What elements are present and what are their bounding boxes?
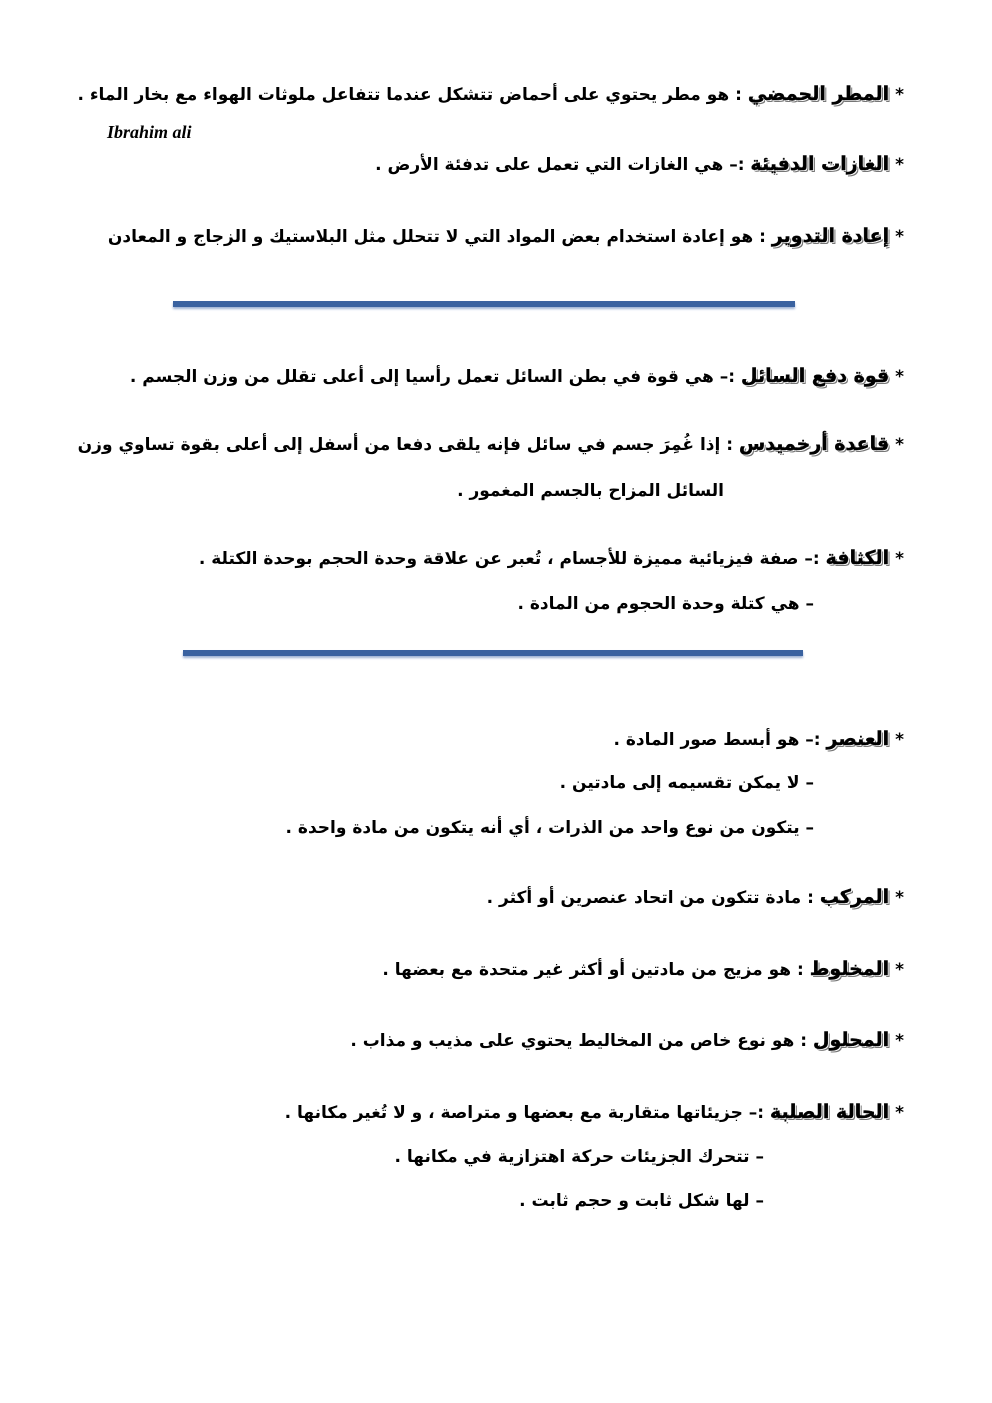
bullet: *: [895, 960, 904, 980]
separator: :–: [804, 549, 820, 569]
sub-point-text: – لها شكل ثابت و حجم ثابت .: [519, 1191, 764, 1211]
bullet: *: [895, 730, 904, 750]
definition-element: [613, 727, 904, 752]
separator: :–: [719, 367, 736, 387]
definition-archimedes: [78, 432, 904, 457]
term-compound: المركب: [819, 886, 890, 908]
definition-text: هو إعادة استخدام بعض المواد التي لا تتحلل مثل البلاستيك و الزجاج و المعادن: [107, 227, 754, 247]
definition-archimedes-continued: [457, 479, 724, 503]
sub-point-text: – هي كتلة وحدة الحجوم من المادة .: [517, 594, 814, 614]
definition-text: جزيئاتها متقاربة مع بعضها و متراصة ، و لا تُغير مكانها .: [284, 1103, 743, 1123]
element-sub-point-2: [286, 816, 814, 840]
term-solid-state: الحالة الصلبة: [770, 1101, 890, 1123]
definition-text: هي قوة في بطن السائل تعمل رأسيا إلى أعلى تقلل من وزن الجسم .: [129, 367, 714, 387]
sub-point-text: – تتحرك الجزيئات حركة اهتزازية في مكانها .: [394, 1147, 764, 1167]
bullet: *: [895, 155, 904, 175]
definition-text: إذا غُمِرَ جسم في سائل فإنه يلقى دفعا من أسفل إلى أعلى بقوة تساوي وزن: [77, 435, 721, 455]
definition-greenhouse-gases: [375, 152, 904, 177]
definition-text: هو مطر يحتوي على أحماض تتشكل عندما تتفاعل ملوثات الهواء مع بخار الماء .: [77, 85, 730, 105]
term-element: العنصر: [826, 728, 890, 750]
bullet: *: [895, 1103, 904, 1123]
definition-buoyancy: [130, 364, 904, 389]
separator: :: [759, 227, 766, 247]
separator: :: [800, 1031, 808, 1051]
term-archimedes: قاعدة أرخميدس: [738, 433, 890, 455]
density-sub-point: [517, 592, 814, 616]
definition-density: [199, 546, 904, 571]
term-buoyancy: قوة دفع السائل: [741, 365, 890, 387]
definition-text: هو مزيج من مادتين أو أكثر غير متحدة مع بعضها .: [382, 960, 792, 980]
separator: :–: [748, 1103, 765, 1123]
bullet: *: [895, 435, 904, 455]
term-greenhouse-gases: الغازات الدفيئة: [750, 153, 890, 175]
solid-state-sub-point-2: [519, 1189, 764, 1213]
bullet: *: [895, 367, 904, 387]
term-mixture: المخلوط: [809, 958, 890, 980]
definition-recycling: [108, 224, 904, 249]
definition-text: السائل المزاح بالجسم المغمور .: [457, 481, 724, 501]
term-acid-rain: المطر الحمضي: [747, 83, 890, 105]
definition-text: مادة تتكون من اتحاد عنصرين أو أكثر .: [486, 888, 802, 908]
separator: :–: [729, 155, 745, 175]
separator: :: [726, 435, 734, 455]
definition-text: صفة فيزيائية مميزة للأجسام ، تُعبر عن علاقة وحدة الحجم بوحدة الكتلة .: [198, 549, 799, 569]
section-divider: [173, 301, 795, 307]
definition-text: هي الغازات التي تعمل على تدفئة الأرض .: [375, 155, 724, 175]
separator: :: [796, 960, 804, 980]
bullet: *: [895, 85, 904, 105]
separator: :–: [805, 730, 821, 750]
bullet: *: [895, 1031, 904, 1051]
term-recycling: إعادة التدوير: [771, 225, 890, 247]
definition-solid-state: [285, 1100, 904, 1125]
definition-compound: [487, 885, 904, 910]
separator: :: [807, 888, 814, 908]
element-sub-point-1: [560, 771, 814, 795]
bullet: *: [895, 227, 904, 247]
bullet: *: [895, 549, 904, 569]
section-divider: [183, 650, 803, 656]
definition-mixture: [382, 957, 904, 982]
definition-acid-rain: [77, 82, 904, 107]
solid-state-sub-point-1: [394, 1145, 764, 1169]
definition-text: هو أبسط صور المادة .: [613, 730, 800, 750]
definition-text: هو نوع خاص من المخاليط يحتوي على مذيب و مذاب .: [350, 1031, 795, 1051]
definition-solution: [350, 1028, 904, 1053]
term-density: الكثافة: [825, 547, 890, 569]
sub-point-text: – يتكون من نوع واحد من الذرات ، أي أنه يتكون من مادة واحدة .: [285, 818, 814, 838]
author-signature: Ibrahim ali: [107, 122, 192, 142]
separator: :: [735, 85, 742, 105]
bullet: *: [895, 888, 904, 908]
term-solution: المحلول: [812, 1029, 890, 1051]
sub-point-text: – لا يمكن تقسيمه إلى مادتين .: [559, 773, 814, 793]
